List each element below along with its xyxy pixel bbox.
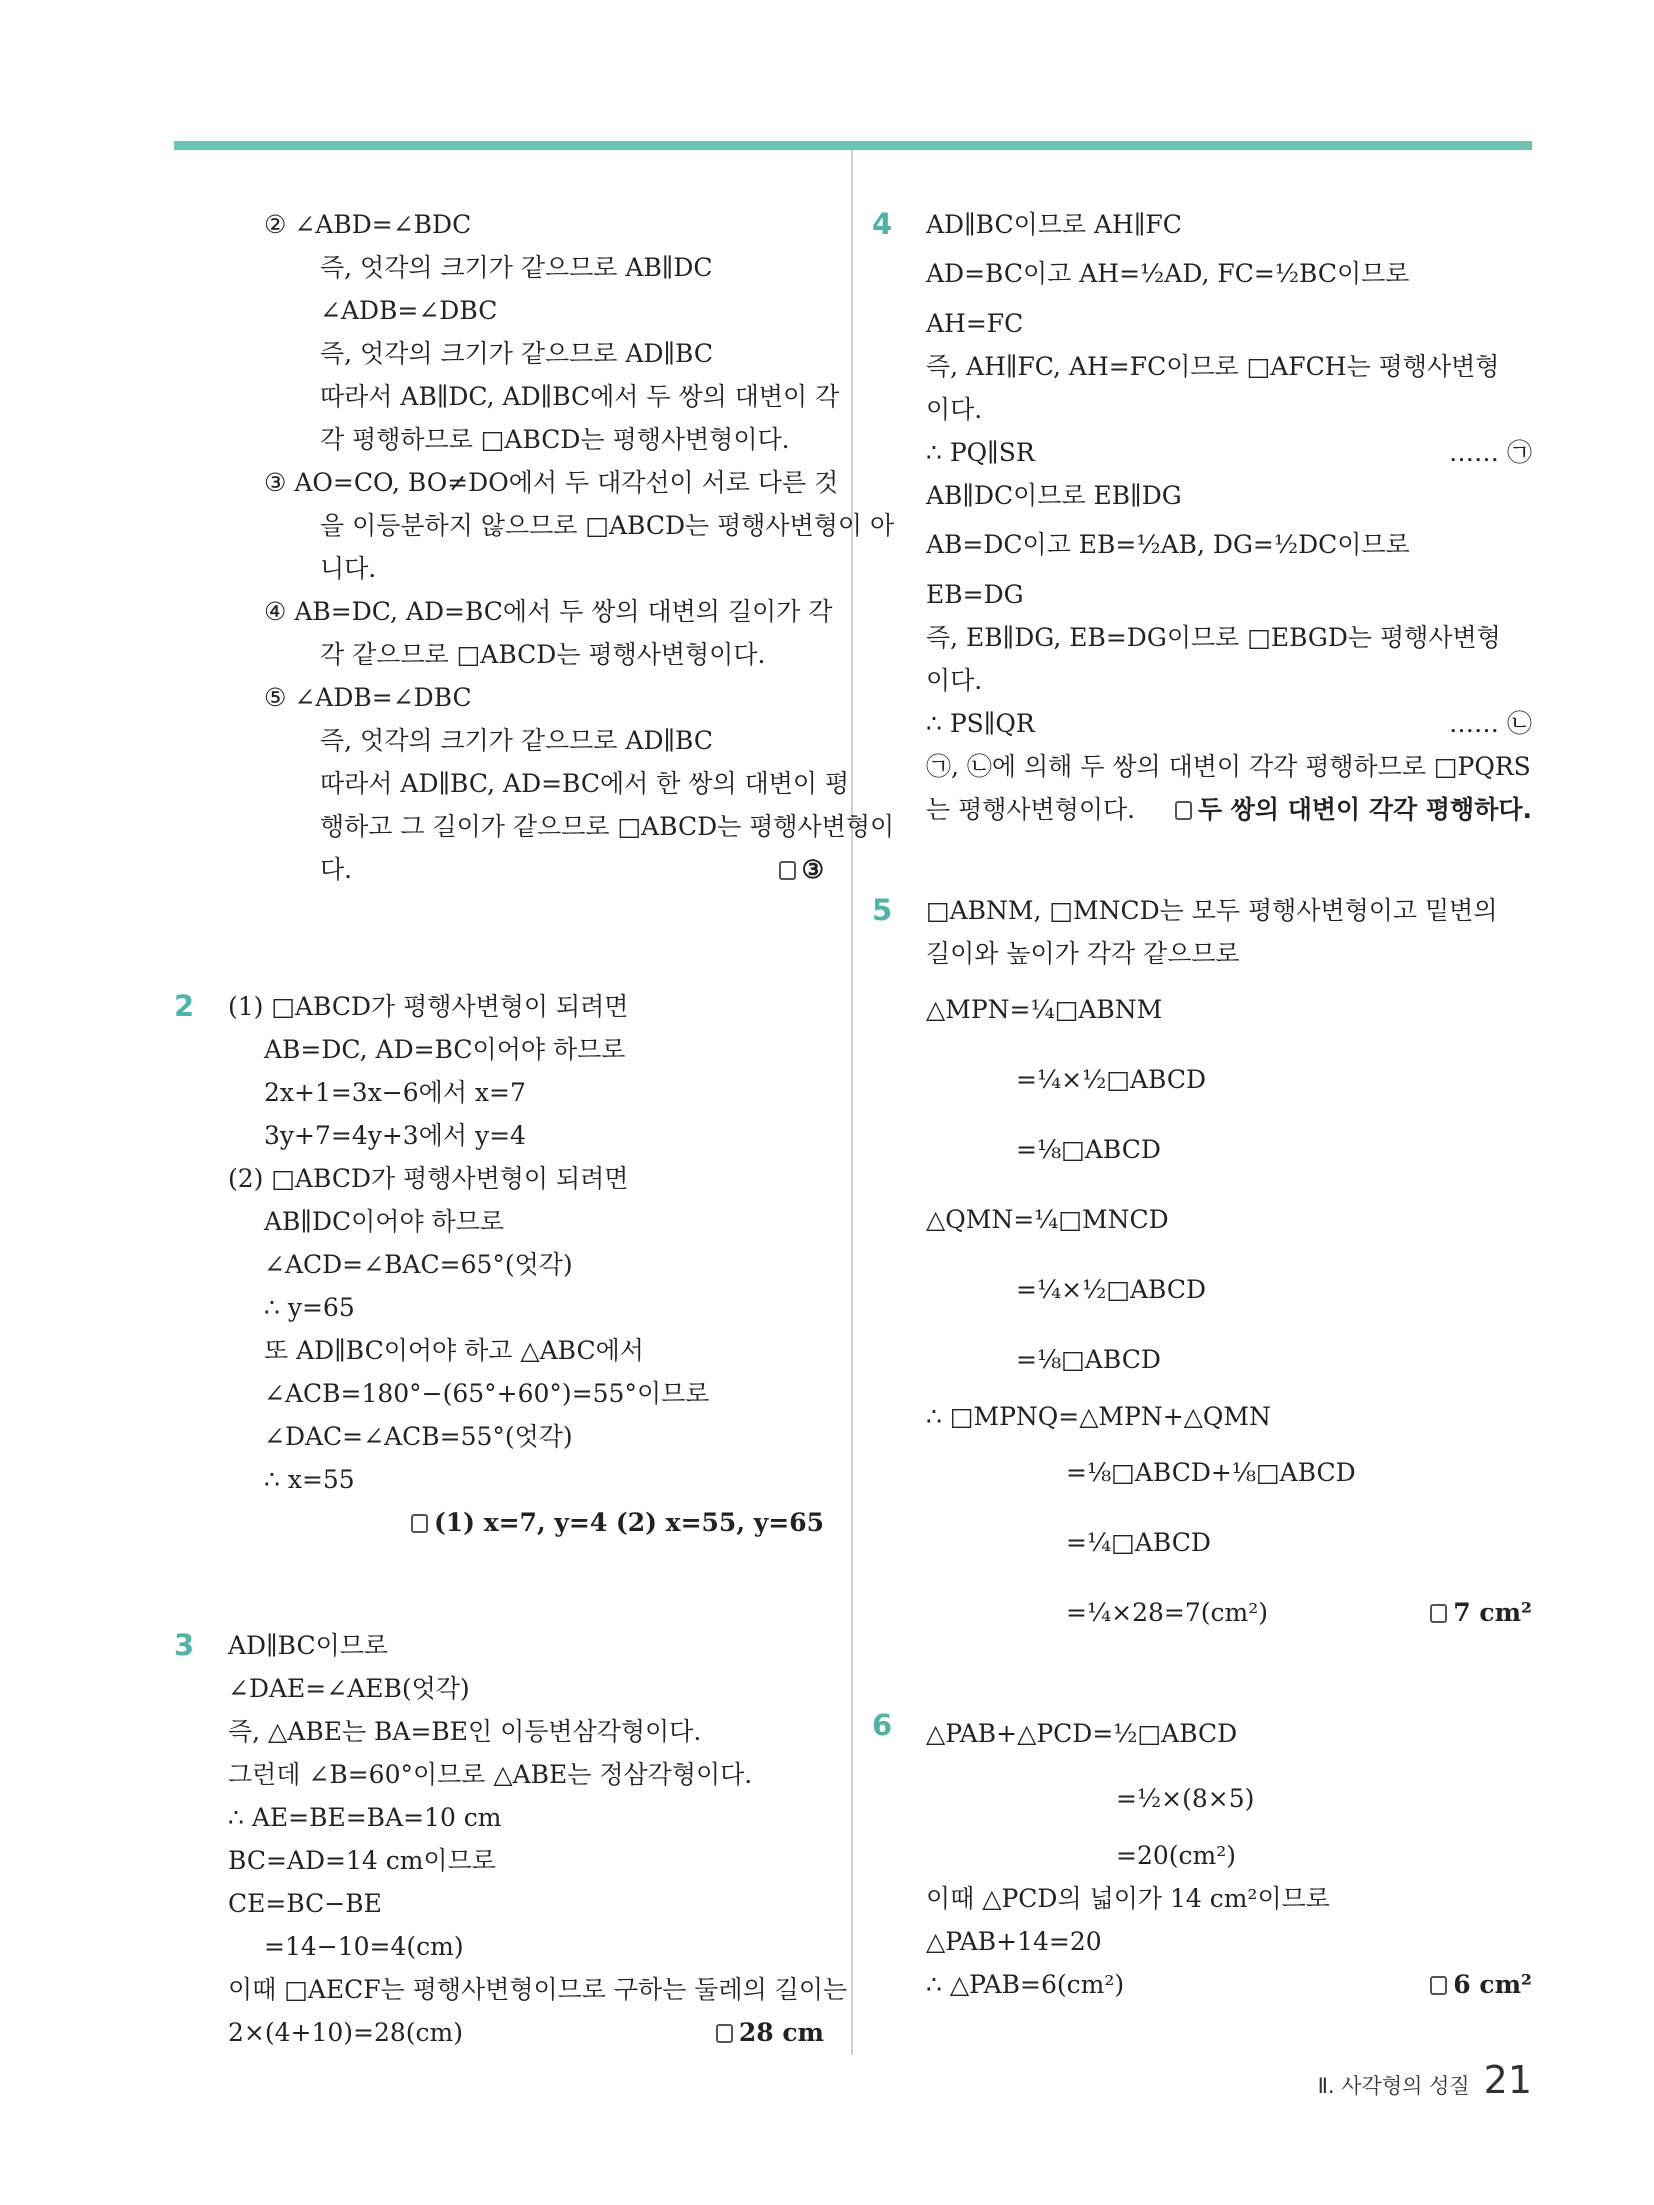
- page-number: 21: [1483, 2058, 1532, 2102]
- solution-text: 2×(4+10)=28(cm): [228, 2018, 463, 2047]
- problem-number: 4: [872, 207, 893, 241]
- answer-mark-icon: [1430, 1976, 1447, 1995]
- solution-line: ⑤ ∠ADB=∠DBC: [264, 683, 472, 712]
- solution-line: 3y+7=4y+3에서 y=4: [264, 1121, 526, 1150]
- solution-line: ∠DAC=∠ACB=55°(엇각): [264, 1422, 573, 1451]
- solution-line: 즉, 엇각의 크기가 같으므로 AD∥BC: [320, 339, 713, 368]
- solution-line: =½×(8×5): [1116, 1784, 1255, 1813]
- solution-text: ∴ PQ∥SR: [926, 438, 1035, 467]
- solution-text: =¼×28=7(cm²): [1066, 1598, 1269, 1627]
- answer: [779, 848, 824, 891]
- answer-mark-icon: [779, 861, 796, 880]
- answer-text: 28 cm: [738, 2018, 824, 2047]
- solution-line: △PAB+△PCD=½□ABCD: [926, 1719, 1238, 1748]
- answer: [1175, 788, 1532, 831]
- solution-line: 각 같으므로 □ABCD는 평행사변형이다.: [320, 640, 766, 669]
- solution-line: 즉, 엇각의 크기가 같으므로 AD∥BC: [320, 726, 713, 755]
- answer-mark-icon: [1175, 801, 1192, 820]
- solution-text: 는 평행사변형이다.: [926, 795, 1136, 824]
- answer-mark-icon: [411, 1514, 428, 1533]
- solution-line-with-answer: [926, 1578, 1532, 1648]
- right-column: [872, 203, 1532, 2006]
- answer: [1430, 1963, 1532, 2006]
- problem-number: 2: [174, 989, 195, 1023]
- solution-line: ∠ADB=∠DBC: [320, 296, 498, 325]
- problem-3-solution: [174, 1624, 848, 2054]
- solution-line: ∴ x=55: [264, 1465, 355, 1494]
- solution-line: 을 이등분하지 않으므로 □ABCD는 평행사변형이 아: [320, 511, 895, 540]
- solution-line-with-answer: [926, 1963, 1532, 2006]
- solution-line: 2x+1=3x−6에서 x=7: [264, 1078, 526, 1107]
- problem-2-solution: [174, 985, 824, 1544]
- solution-line: ∴ y=65: [264, 1293, 355, 1322]
- solution-line: 즉, AH∥FC, AH=FC이므로 □AFCH는 평행사변형: [926, 352, 1500, 381]
- equation-mark: …… ㉠: [1449, 438, 1532, 467]
- answer: [1430, 1578, 1532, 1648]
- answer: [228, 1501, 824, 1544]
- problem-number: 6: [872, 1708, 893, 1742]
- solution-line: =20(cm²): [1116, 1841, 1236, 1870]
- solution-line: △PAB+14=20: [926, 1927, 1102, 1956]
- solution-line: =¼□ABCD: [1066, 1528, 1211, 1557]
- solution-line: 따라서 AD∥BC, AD=BC에서 한 쌍의 대변이 평: [320, 769, 850, 798]
- problem-1-solution: [174, 203, 895, 891]
- solution-line: □ABNM, □MNCD는 모두 평행사변형이고 밑변의: [926, 896, 1498, 925]
- solution-line: △QMN=¼□MNCD: [926, 1205, 1169, 1234]
- solution-line: ∠ACD=∠BAC=65°(엇각): [264, 1250, 573, 1279]
- solution-line: ∴ □MPNQ=△MPN+△QMN: [926, 1402, 1271, 1431]
- solution-line: 이다.: [926, 395, 983, 424]
- solution-line-with-answer: [228, 848, 824, 891]
- solution-line: AB=DC, AD=BC이어야 하므로: [264, 1035, 626, 1064]
- solution-line-with-mark: [926, 431, 1532, 474]
- solution-line: 즉, 엇각의 크기가 같으므로 AB∥DC: [320, 253, 713, 282]
- solution-line: (2) □ABCD가 평행사변형이 되려면: [228, 1164, 629, 1193]
- answer-text: (1) x=7, y=4 (2) x=55, y=65: [433, 1508, 824, 1537]
- solution-line: ② ∠ABD=∠BDC: [264, 210, 472, 239]
- answer-mark-icon: [1430, 1604, 1447, 1623]
- solution-line: AB∥DC이므로 EB∥DG: [926, 481, 1182, 510]
- solution-line: ③ AO=CO, BO≠DO에서 두 대각선이 서로 다른 것: [264, 468, 839, 497]
- page-footer: [1318, 2058, 1532, 2102]
- solution-line: 즉, EB∥DG, EB=DG이므로 □EBGD는 평행사변형: [926, 623, 1501, 652]
- solution-line: 즉, △ABE는 BA=BE인 이등변삼각형이다.: [228, 1717, 702, 1746]
- solution-line: AH=FC: [926, 309, 1024, 338]
- left-column: [174, 203, 895, 2054]
- solution-line: 이다.: [926, 666, 983, 695]
- problem-number: 3: [174, 1628, 195, 1662]
- solution-line: 니다.: [320, 554, 377, 583]
- solution-line: EB=DG: [926, 580, 1024, 609]
- solution-line: (1) □ABCD가 평행사변형이 되려면: [228, 992, 629, 1021]
- solution-line-with-answer: [228, 2011, 824, 2054]
- solution-line: AD∥BC이므로: [228, 1631, 389, 1660]
- solution-text: 다.: [320, 855, 353, 884]
- solution-line: 행하고 그 길이가 같으므로 □ABCD는 평행사변형이: [320, 812, 895, 841]
- solution-line: ㉠, ㉡에 의해 두 쌍의 대변이 각각 평행하므로 □PQRS: [926, 752, 1531, 781]
- answer-text: 7 cm²: [1453, 1598, 1532, 1627]
- answer-text: ③: [801, 855, 824, 884]
- section-title: Ⅱ. 사각형의 성질: [1317, 2074, 1470, 2098]
- solution-line: AD∥BC이므로 AH∥FC: [926, 210, 1182, 239]
- problem-4-solution: [872, 203, 1532, 831]
- answer: [716, 2011, 824, 2054]
- solution-line: △MPN=¼□ABNM: [926, 995, 1163, 1024]
- equation-mark: …… ㉡: [1449, 709, 1532, 738]
- solution-line: =⅛□ABCD: [1016, 1345, 1161, 1374]
- solution-line: 그런데 ∠B=60°이므로 △ABE는 정삼각형이다.: [228, 1760, 753, 1789]
- solution-line: BC=AD=14 cm이므로: [228, 1846, 496, 1875]
- solution-line-with-answer: [926, 788, 1532, 831]
- solution-line: =¼×½□ABCD: [1016, 1065, 1207, 1094]
- problem-number: 5: [872, 893, 893, 927]
- solution-line: =⅛□ABCD: [1016, 1135, 1161, 1164]
- answer-text: 두 쌍의 대변이 각각 평행하다.: [1197, 795, 1532, 824]
- solution-line: =¼×½□ABCD: [1016, 1275, 1207, 1304]
- solution-line: AD=BC이고 AH=½AD, FC=½BC이므로: [926, 259, 1410, 288]
- solution-line: =⅛□ABCD+⅛□ABCD: [1066, 1458, 1356, 1487]
- solution-line: 이때 △PCD의 넓이가 14 cm²이므로: [926, 1884, 1330, 1913]
- solution-line: ④ AB=DC, AD=BC에서 두 쌍의 대변의 길이가 각: [264, 597, 833, 626]
- answer-mark-icon: [716, 2024, 733, 2043]
- solution-line: ∴ AE=BE=BA=10 cm: [228, 1803, 502, 1832]
- problem-6-solution: [872, 1704, 1532, 2006]
- solution-line: 이때 □AECF는 평행사변형이므로 구하는 둘레의 길이는: [228, 1975, 848, 2004]
- solution-line: 또 AD∥BC이어야 하고 △ABC에서: [264, 1336, 644, 1365]
- solution-text: ∴ △PAB=6(cm²): [926, 1970, 1125, 1999]
- solution-line: 길이와 높이가 각각 같으므로: [926, 939, 1240, 968]
- solution-line: AB∥DC이어야 하므로: [264, 1207, 504, 1236]
- top-accent-bar: [174, 141, 1532, 150]
- solution-line: =14−10=4(cm): [264, 1932, 464, 1961]
- solution-line: 따라서 AB∥DC, AD∥BC에서 두 쌍의 대변이 각: [320, 382, 840, 411]
- solution-line: 각 평행하므로 □ABCD는 평행사변형이다.: [320, 425, 790, 454]
- solution-line: CE=BC−BE: [228, 1889, 382, 1918]
- solution-line: ∠ACB=180°−(65°+60°)=55°이므로: [264, 1379, 710, 1408]
- solution-line: AB=DC이고 EB=½AB, DG=½DC이므로: [926, 530, 1410, 559]
- problem-5-solution: [872, 889, 1532, 1648]
- solution-line: ∠DAE=∠AEB(엇각): [228, 1674, 470, 1703]
- answer-text: 6 cm²: [1453, 1970, 1532, 1999]
- solution-line-with-mark: [926, 702, 1532, 745]
- solution-text: ∴ PS∥QR: [926, 709, 1035, 738]
- column-divider: [851, 150, 853, 2055]
